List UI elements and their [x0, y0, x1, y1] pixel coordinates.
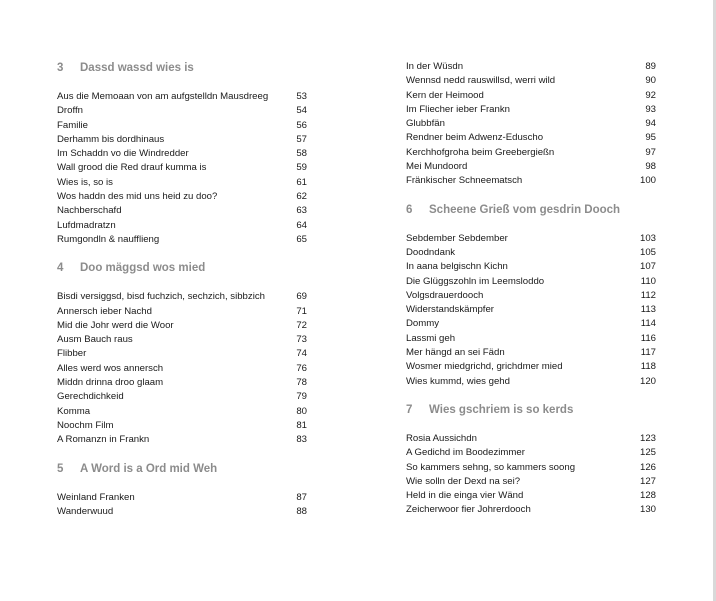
toc-entry — [57, 133, 307, 147]
entry-title: Die Glüggszohln im Leemsloddo — [406, 275, 545, 287]
toc-entry — [57, 104, 307, 118]
entry-title: Noochm Film — [57, 419, 114, 431]
section-heading — [57, 461, 307, 477]
toc-entry — [406, 332, 656, 346]
toc-column-right — [406, 60, 656, 518]
entry-page: 65 — [296, 233, 307, 245]
entry-title: Dommy — [406, 318, 440, 330]
entry-title: Droffn — [57, 105, 83, 117]
entry-page: 97 — [645, 146, 656, 158]
entry-title: Wies is, so is — [57, 176, 113, 188]
toc-entry — [57, 319, 307, 333]
toc-entry — [406, 317, 656, 331]
toc-entry — [57, 505, 307, 519]
entry-page: 92 — [645, 89, 656, 101]
entry-page: 53 — [296, 91, 307, 102]
toc-entry — [406, 489, 656, 503]
section-number: 6 — [406, 203, 413, 216]
toc-entry — [57, 333, 307, 347]
entry-title: In der Wüsdn — [406, 61, 464, 72]
entry-title: Annersch ieber Nachd — [57, 305, 152, 317]
entry-page: 94 — [645, 118, 656, 130]
entry-title: Wosmer miedgrichd, grichdmer mied — [406, 361, 563, 373]
entry-title: Rumgondln & naufflieng — [57, 233, 160, 245]
entry-page: 59 — [296, 162, 307, 174]
entry-page: 114 — [640, 318, 656, 330]
toc-section-4 — [57, 260, 307, 447]
entry-title: Wies kummd, wies gehd — [406, 375, 510, 387]
toc-entry — [406, 117, 656, 131]
section-heading — [57, 260, 307, 276]
toc-entry — [57, 190, 307, 204]
toc-entry — [406, 346, 656, 360]
entry-page: 58 — [296, 148, 307, 160]
toc-entry — [406, 232, 656, 246]
toc-entry — [57, 390, 307, 404]
entry-title: So kammers sehng, so kammers soong — [406, 461, 576, 473]
entry-title: Widerstandskämpfer — [406, 304, 494, 316]
toc-entry — [406, 446, 656, 460]
toc-entry — [57, 433, 307, 447]
entry-title: Held in die einga vier Wänd — [406, 490, 524, 502]
toc-entry — [57, 176, 307, 190]
toc-entry — [57, 233, 307, 247]
entry-page: 79 — [296, 391, 307, 403]
section-heading — [57, 60, 307, 76]
entry-page: 72 — [296, 319, 307, 331]
entry-page: 87 — [296, 491, 307, 503]
entry-page: 89 — [645, 61, 656, 72]
entry-title: Wall grood die Red drauf kumma is — [57, 162, 207, 174]
entry-page: 78 — [296, 377, 307, 389]
toc-entry — [406, 275, 656, 289]
entry-title: Ausm Bauch raus — [57, 334, 133, 346]
toc-section-5-continued — [406, 60, 656, 189]
entry-page: 107 — [639, 261, 656, 273]
toc-entry — [57, 347, 307, 361]
section-heading — [406, 202, 656, 218]
toc-entry — [406, 503, 656, 517]
entry-page: 125 — [639, 447, 656, 459]
entry-title: Wennsd nedd rauswillsd, werri wild — [406, 75, 556, 87]
entry-title: Mer hängd an sei Fädn — [406, 347, 505, 359]
entry-title: Bisdi versiggsd, bisd fuchzich, sechzich, sibbzich — [57, 291, 265, 303]
section-heading — [406, 402, 656, 418]
toc-entry — [406, 360, 656, 374]
entry-page: 76 — [296, 362, 307, 374]
entry-page: 56 — [296, 119, 307, 131]
entry-page: 110 — [640, 275, 656, 287]
entry-title: In aana belgischn Kichn — [406, 261, 508, 273]
toc-entry — [57, 219, 307, 233]
entry-title: Doodndank — [406, 246, 456, 258]
entry-title: Rendner beim Adwenz-Eduscho — [406, 132, 544, 144]
toc-entry — [406, 260, 656, 274]
entry-title: Zeicherwoor fier Johrerdooch — [406, 504, 531, 516]
toc-entry — [57, 419, 307, 433]
entry-title: Komma — [57, 405, 91, 417]
entry-title: Aus die Memoaan von am aufgstelldn Mausdreeg — [57, 91, 269, 102]
entry-title: Gerechdichkeid — [57, 391, 124, 403]
entry-title: Im Schaddn vo die Windredder — [57, 148, 189, 160]
entry-title: Glubbfän — [406, 118, 445, 130]
toc-entry — [57, 119, 307, 133]
entry-title: Wos haddn des mid uns heid zu doo? — [57, 191, 218, 203]
entry-page: 63 — [296, 205, 307, 217]
entry-page: 95 — [645, 132, 656, 144]
toc-entry — [406, 289, 656, 303]
toc-entry — [57, 290, 307, 304]
toc-entry — [57, 90, 307, 104]
toc-entry — [406, 74, 656, 88]
entry-page: 98 — [645, 161, 656, 173]
entry-page: 81 — [296, 419, 307, 431]
section-number: 7 — [406, 403, 413, 416]
entry-page: 80 — [296, 405, 307, 417]
entry-page: 130 — [639, 504, 656, 516]
entry-title: A Romanzn in Frankn — [57, 434, 150, 446]
section-title: Scheene Grieß vom gesdrin Dooch — [429, 203, 621, 216]
entry-title: Kerchhofgroha beim Greebergießn — [406, 146, 555, 158]
entry-page: 103 — [639, 232, 656, 244]
entry-title: Alles werd wos annersch — [57, 362, 164, 374]
toc-entry — [406, 89, 656, 103]
section-number: 4 — [57, 262, 64, 275]
entry-title: Weinland Franken — [57, 491, 135, 503]
entry-page: 116 — [640, 332, 656, 344]
entry-page: 83 — [296, 434, 307, 446]
entry-page: 69 — [296, 291, 307, 303]
toc-entry — [406, 160, 656, 174]
section-title: Dassd wassd wies is — [80, 62, 194, 74]
entry-title: Lufdmadratzn — [57, 219, 116, 231]
toc-section-7 — [406, 402, 656, 518]
toc-entry — [57, 376, 307, 390]
toc-entry — [406, 475, 656, 489]
toc-entry — [406, 246, 656, 260]
section-number: 5 — [57, 462, 64, 475]
toc-entry — [406, 60, 656, 74]
section-title: A Word is a Ord mid Weh — [80, 462, 218, 475]
entry-page: 74 — [296, 348, 307, 360]
entry-page: 126 — [639, 461, 656, 473]
entry-page: 73 — [296, 334, 307, 346]
toc-entry — [406, 303, 656, 317]
entry-page: 123 — [639, 432, 656, 444]
entry-title: Nachberschafd — [57, 205, 122, 217]
entry-title: Mei Mundoord — [406, 161, 468, 173]
toc-entry — [57, 147, 307, 161]
entry-title: Familie — [57, 119, 88, 131]
entry-title: Fränkischer Schneematsch — [406, 175, 523, 187]
entry-title: Lassmi geh — [406, 332, 456, 344]
entry-page: 118 — [640, 361, 656, 373]
toc-entry — [57, 362, 307, 376]
entry-page: 93 — [645, 103, 656, 115]
entry-page: 128 — [639, 490, 656, 502]
entry-title: Wanderwuud — [57, 505, 114, 517]
entry-page: 120 — [639, 375, 656, 387]
entry-page: 88 — [296, 505, 307, 517]
section-title: Doo mäggsd wos mied — [80, 262, 206, 275]
toc-section-5 — [57, 461, 307, 520]
entry-title: Volgsdrauerdooch — [406, 289, 484, 301]
entry-page: 64 — [296, 219, 307, 231]
entry-title: Im Fliecher ieber Frankn — [406, 103, 510, 115]
entry-title: Rosia Aussichdn — [406, 432, 477, 444]
entry-title: Sebdember Sebdember — [406, 232, 508, 244]
toc-entry — [57, 204, 307, 218]
toc-entry — [406, 103, 656, 117]
entry-page: 117 — [640, 347, 656, 359]
toc-entry — [406, 174, 656, 188]
entry-title: Wie solln der Dexd na sei? — [406, 475, 521, 487]
entry-page: 62 — [296, 191, 307, 203]
section-number: 3 — [57, 62, 64, 74]
entry-page: 112 — [640, 289, 656, 301]
toc-section-6 — [406, 202, 656, 389]
toc-entry — [57, 305, 307, 319]
toc-entry — [406, 461, 656, 475]
toc-entry — [57, 405, 307, 419]
entry-title: Middn drinna droo glaam — [57, 377, 164, 389]
entry-page: 61 — [296, 176, 307, 188]
entry-page: 57 — [296, 133, 307, 145]
toc-entry — [57, 161, 307, 175]
entry-title: Derhamm bis dordhinaus — [57, 133, 165, 145]
section-title: Wies gschriem is so kerds — [429, 403, 574, 416]
entry-page: 127 — [639, 475, 656, 487]
entry-page: 113 — [640, 304, 656, 316]
entry-page: 90 — [645, 75, 656, 87]
entry-title: Mid die Johr werd die Woor — [57, 319, 174, 331]
toc-section-3 — [57, 60, 307, 247]
entry-page: 71 — [296, 305, 307, 317]
entry-title: A Gedichd im Boodezimmer — [406, 447, 525, 459]
toc-entry — [57, 491, 307, 505]
entry-page: 105 — [639, 246, 656, 258]
entry-page: 100 — [639, 175, 656, 187]
entry-title: Kern der Heimood — [406, 89, 484, 101]
toc-entry — [406, 131, 656, 145]
toc-entry — [406, 432, 656, 446]
entry-page: 54 — [296, 105, 307, 117]
toc-column-left — [57, 60, 307, 519]
toc-entry — [406, 146, 656, 160]
toc-entry — [406, 375, 656, 389]
entry-title: Flibber — [57, 348, 87, 360]
